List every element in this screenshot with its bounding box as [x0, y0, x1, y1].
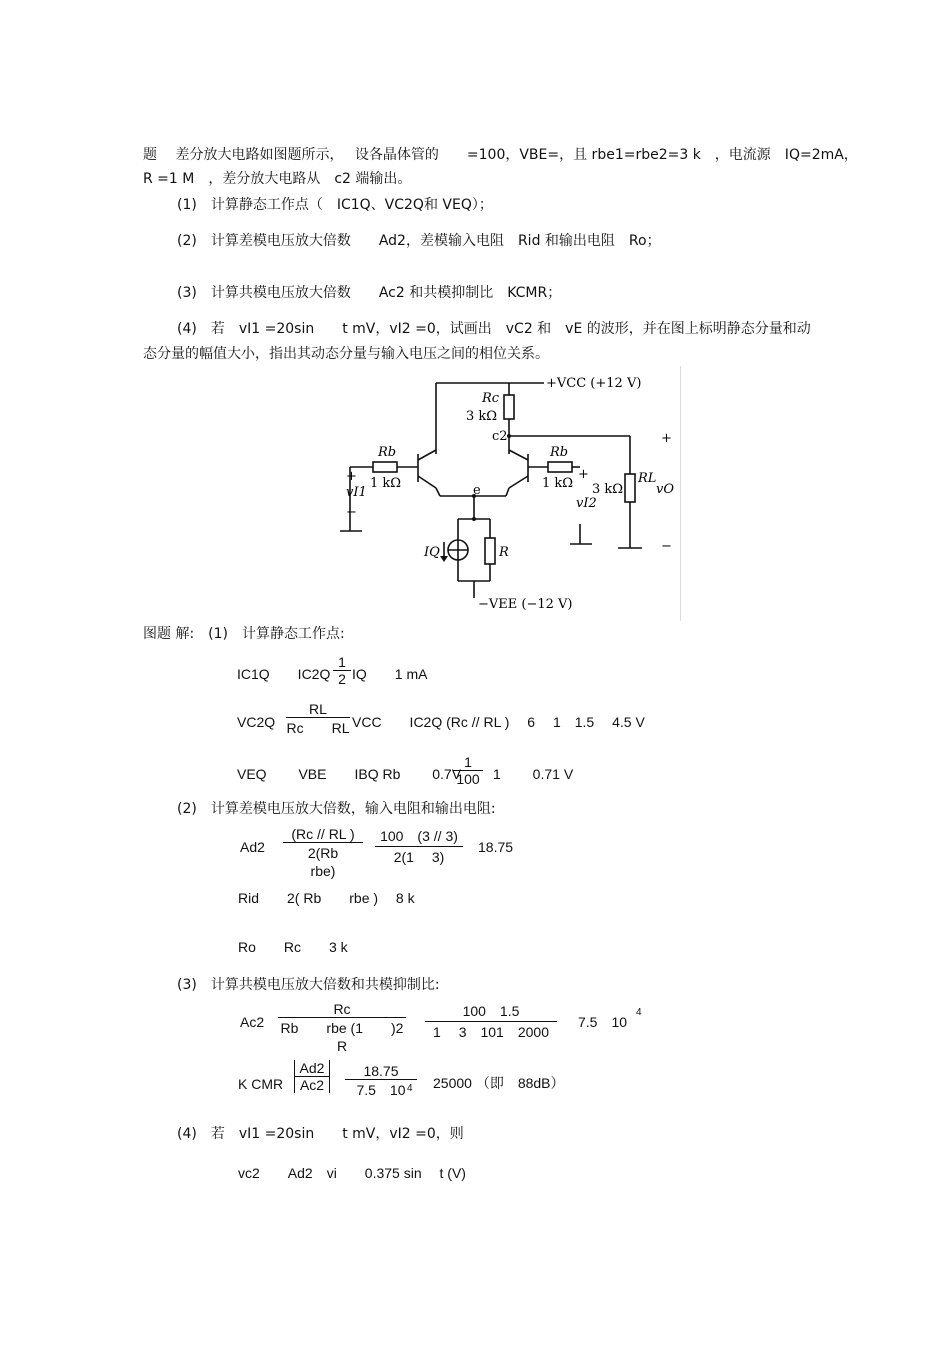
eq-rid: Rid 2( Rb rbe ) 8 k	[238, 890, 415, 906]
frac-num: 1	[464, 754, 472, 770]
eq-ad2-fraction-2	[375, 826, 463, 867]
plus-vi1: +	[346, 469, 357, 484]
vcc-label: +VCC (+12 V)	[546, 376, 642, 391]
node-c2-label: c2	[492, 429, 508, 444]
eq-vc2: vc2 Ad2 vi 0.375 sin t (V)	[238, 1165, 466, 1181]
rb-left-label: Rb	[378, 445, 397, 460]
frac-num: 100 (3 // 3)	[380, 828, 458, 844]
vo-label: vO	[656, 482, 675, 497]
eq-ac2-fraction	[278, 1001, 406, 1054]
eq-ac2-left: Ac2	[240, 1014, 265, 1030]
circuit-diagram	[318, 366, 680, 621]
frac-den: 2(Rb rbe)	[283, 842, 363, 879]
frac-num: 18.75	[363, 1063, 399, 1079]
minus-vi1: −	[346, 505, 357, 520]
rc-label: Rc	[482, 391, 500, 406]
eq-ro: Ro Rc 3 k	[238, 939, 348, 955]
eq-vc2q-tail: VCC IC2Q (Rc // RL ) 6 1 1.5 4.5 V	[352, 714, 645, 730]
rl-value: 3 kΩ	[592, 482, 624, 497]
frac-den: 7.5 10	[345, 1079, 417, 1100]
eq-vc2q-fraction	[286, 701, 350, 738]
frac-num: 1	[338, 654, 346, 670]
vi2-label: vI2	[576, 496, 597, 511]
question-4: (4) 若 vI1 =20sin t mV，vI2 =0，试画出 vC2 和 vE 的波形，并在图上标明静态分量和动	[177, 321, 811, 337]
rb-right-label: Rb	[550, 445, 569, 460]
eq-ad2-left: Ad2	[240, 839, 265, 855]
eq-kcmr-abs-fraction	[294, 1060, 330, 1093]
minus-vo: −	[661, 539, 672, 554]
r-label: R	[499, 545, 509, 560]
frac-den: 2	[333, 670, 351, 687]
iq-label: IQ	[424, 545, 440, 560]
question-3: (3) 计算共模电压放大倍数 Ac2 和共模抑制比 KCMR；	[177, 285, 562, 301]
solution-header: 图题 解: (1) 计算静态工作点:	[143, 626, 345, 642]
eq-ac2-exponent: 4	[636, 1007, 642, 1018]
eq-veq-fraction	[453, 754, 483, 787]
eq-veq-tail: 1 0.71 V	[493, 766, 574, 782]
question-2: (2) 计算差模电压放大倍数 Ad2，差模输入电阻 Rid 和输出电阻 Ro；	[177, 233, 661, 249]
eq-veq-left: VEQ VBE IBQ Rb 0.7V	[237, 766, 462, 782]
solution-part-3: (3) 计算共模电压放大倍数和共模抑制比:	[177, 977, 440, 993]
eq-kcmr-value: 25000 （即 88dB）	[433, 1075, 565, 1091]
eq-vc2q-left: VC2Q	[237, 714, 276, 730]
circuit-figure	[318, 366, 681, 621]
frac-den: 2(1 3)	[375, 846, 463, 867]
plus-vo: +	[661, 431, 672, 446]
node-e-label: e	[473, 483, 481, 498]
question-4-cont: 态分量的幅值大小，指出其动态分量与输入电压之间的相位关系。	[143, 346, 549, 362]
vee-label: −VEE (−12 V)	[478, 597, 573, 612]
eq-kcmr-left: K CMR	[238, 1076, 284, 1092]
frac-den: Rc RL	[286, 717, 350, 738]
frac-num: RL	[309, 701, 327, 717]
frac-num: (Rc // RL )	[291, 826, 355, 842]
eq-ac2-value: 7.5 10	[578, 1014, 628, 1030]
rb-right-value: 1 kΩ	[542, 476, 574, 491]
frac-num: Ad2	[299, 1060, 325, 1076]
vi1-label: vI1	[346, 485, 367, 500]
question-1: (1) 计算静态工作点（ IC1Q、VC2Q和 VEQ）；	[177, 197, 493, 213]
eq-ad2-fraction	[283, 826, 367, 879]
frac-num: 100 1.5	[462, 1003, 520, 1019]
frac-num: Rc	[333, 1001, 351, 1017]
rl-label: RL	[638, 471, 657, 486]
eq-ac2-fraction-2	[425, 1001, 557, 1042]
frac-den: Ac2	[295, 1076, 329, 1093]
eq-ad2-value: 18.75	[478, 839, 514, 855]
problem-line-1: 题 差分放大电路如图题所示， 设各晶体管的 =100，VBE=，且 rbe1=rbe2=3 k ，电流源 IQ=2mA，	[143, 147, 858, 163]
solution-part-4: (4) 若 vI1 =20sin t mV，vI2 =0，则	[177, 1126, 464, 1142]
rc-value: 3 kΩ	[466, 409, 498, 424]
frac-den: Rb rbe (1 )2 R	[278, 1017, 406, 1054]
eq-kcmr-exponent: 4	[407, 1083, 413, 1094]
eq-ic1q-fraction	[333, 654, 351, 687]
eq-ic1q: IC1Q IC2Q	[237, 666, 331, 682]
rb-left-value: 1 kΩ	[370, 476, 402, 491]
solution-part-2: (2) 计算差模电压放大倍数，输入电阻和输出电阻:	[177, 801, 496, 817]
plus-vi2: +	[578, 467, 589, 482]
frac-den: 1 3 101 2000	[425, 1021, 557, 1042]
problem-line-2: R =1 M ，差分放大电路从 c2 端输出。	[143, 171, 412, 187]
frac-den: 100	[453, 770, 483, 787]
eq-ic1q-tail: IQ 1 mA	[352, 666, 428, 682]
